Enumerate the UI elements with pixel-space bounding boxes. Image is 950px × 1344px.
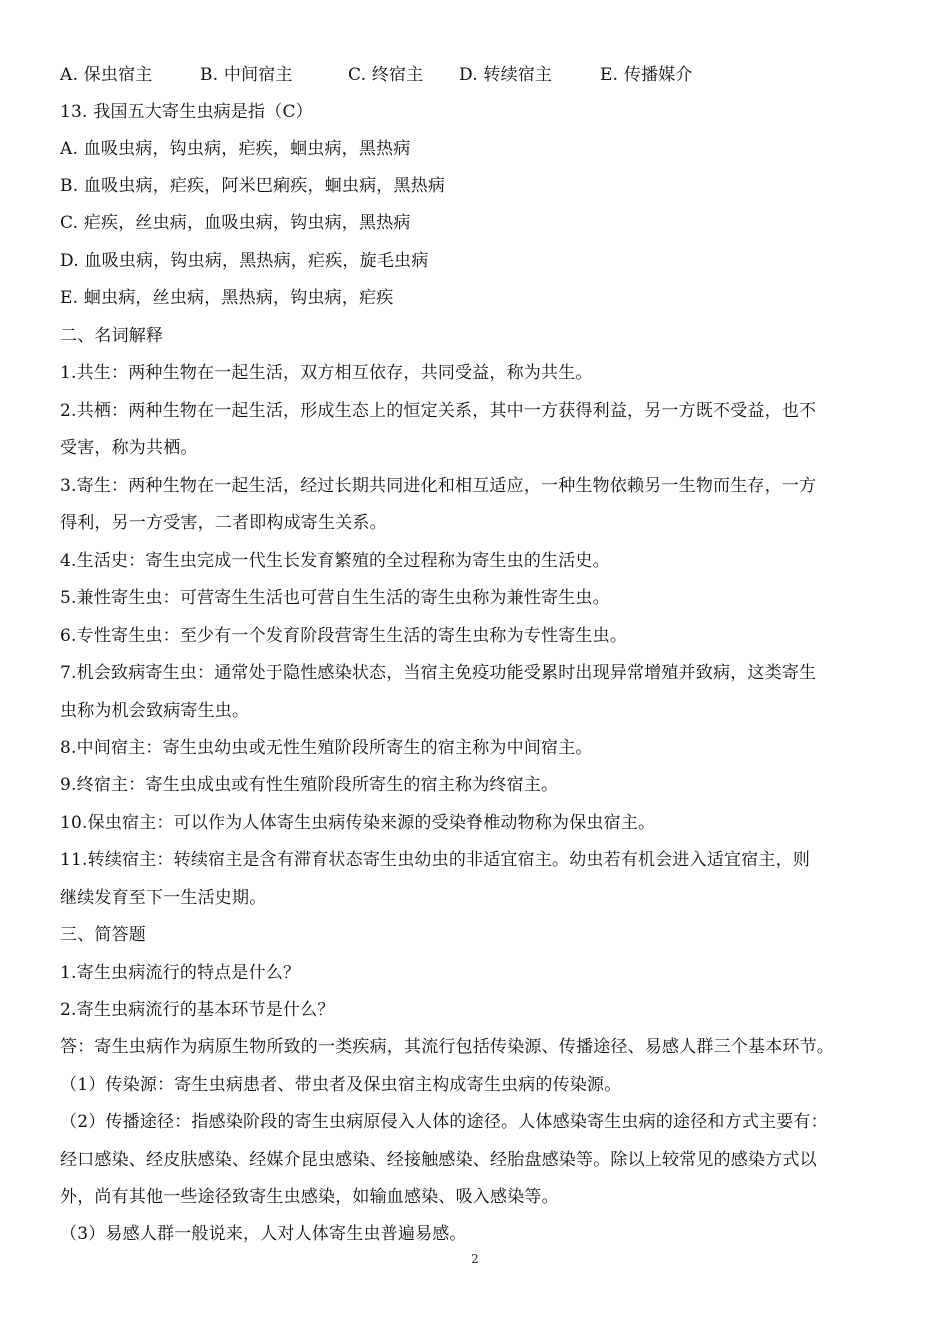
term-obligate-parasite: 6.专性寄生虫：至少有一个发育阶段营寄生生活的寄生虫称为专性寄生虫。 <box>60 626 628 646</box>
section-heading-terms: 二、名词解释 <box>60 326 164 346</box>
question-13-option-e: E. 蛔虫病，丝虫病，黑热病，钩虫病，疟疾 <box>60 288 394 308</box>
term-commensalism-mutualism: 1.共生：两种生物在一起生活，双方相互依存，共同受益，称为共生。 <box>60 363 593 383</box>
option-c: C. 终宿主 <box>348 65 424 85</box>
question-13-option-a: A. 血吸虫病，钩虫病，疟疾，蛔虫病，黑热病 <box>60 139 411 159</box>
question-13-stem: 13. 我国五大寄生虫病是指（C） <box>60 102 313 122</box>
term-parasitism-line1: 3.寄生：两种生物在一起生活，经过长期共同进化和相互适应，一种生物依赖另一生物而生存，一方 <box>60 476 817 496</box>
short-answer-question-1: 1.寄生虫病流行的特点是什么？ <box>60 963 301 983</box>
answer-intro: 答：寄生虫病作为病原生物所致的一类疾病，其流行包括传染源、传播途径、易感人群三个基本环节。 <box>60 1037 834 1057</box>
short-answer-question-2: 2.寄生虫病流行的基本环节是什么？ <box>60 1000 335 1020</box>
term-life-cycle: 4.生活史：寄生虫完成一代生长发育繁殖的全过程称为寄生虫的生活史。 <box>60 551 610 571</box>
question-13-option-c: C. 疟疾，丝虫病，血吸虫病，钩虫病，黑热病 <box>60 213 411 233</box>
option-a: A. 保虫宿主 <box>60 65 153 85</box>
option-e: E. 传播媒介 <box>600 65 693 85</box>
term-commensalism-line1: 2.共栖：两种生物在一起生活，形成生态上的恒定关系，其中一方获得利益，另一方既不受益，也不 <box>60 401 817 421</box>
term-facultative-parasite: 5.兼性寄生虫：可营寄生生活也可营自生生活的寄生虫称为兼性寄生虫。 <box>60 588 610 608</box>
term-definitive-host: 9.终宿主：寄生虫成虫或有性生殖阶段所寄生的宿主称为终宿主。 <box>60 775 559 795</box>
question-13-option-d: D. 血吸虫病，钩虫病，黑热病，疟疾，旋毛虫病 <box>60 251 429 271</box>
term-reservoir-host: 10.保虫宿主：可以作为人体寄生虫病传染来源的受染脊椎动物称为保虫宿主。 <box>60 813 656 833</box>
option-d: D. 转续宿主 <box>459 65 553 85</box>
question-13-option-b: B. 血吸虫病，疟疾，阿米巴痢疾，蛔虫病，黑热病 <box>60 176 446 196</box>
term-parasitism-line2: 得利，另一方受害，二者即构成寄生关系。 <box>60 513 387 533</box>
option-b: B. 中间宿主 <box>200 65 293 85</box>
term-paratenic-host-line2: 继续发育至下一生活史期。 <box>60 888 267 908</box>
answer-point-1: （1）传染源：寄生虫病患者、带虫者及保虫宿主构成寄生虫病的传染源。 <box>60 1075 622 1095</box>
section-heading-short-answer: 三、简答题 <box>60 925 146 945</box>
answer-point-3: （3）易感人群一般说来，人对人体寄生虫普遍易感。 <box>60 1224 467 1244</box>
answer-point-2-line3: 外，尚有其他一些途径致寄生虫感染，如输血感染、吸入感染等。 <box>60 1187 559 1207</box>
term-opportunistic-parasite-line2: 虫称为机会致病寄生虫。 <box>60 701 250 721</box>
term-paratenic-host-line1: 11.转续宿主：转续宿主是含有滞育状态寄生虫幼虫的非适宜宿主。幼虫若有机会进入适宜宿主，则 <box>60 850 811 870</box>
term-opportunistic-parasite-line1: 7.机会致病寄生虫：通常处于隐性感染状态，当宿主免疫功能受累时出现异常增殖并致病，这类寄生 <box>60 663 817 683</box>
page-number: 2 <box>471 1252 479 1266</box>
term-intermediate-host: 8.中间宿主：寄生虫幼虫或无性生殖阶段所寄生的宿主称为中间宿主。 <box>60 738 593 758</box>
answer-options-row <box>60 64 900 86</box>
answer-point-2-line2: 经口感染、经皮肤感染、经媒介昆虫感染、经接触感染、经胎盘感染等。除以上较常见的感染方式以 <box>60 1150 817 1170</box>
answer-point-2-line1: （2）传播途径：指感染阶段的寄生虫病原侵入人体的途径。人体感染寄生虫病的途径和方式主要有： <box>60 1112 828 1132</box>
term-commensalism-line2: 受害，称为共栖。 <box>60 438 198 458</box>
